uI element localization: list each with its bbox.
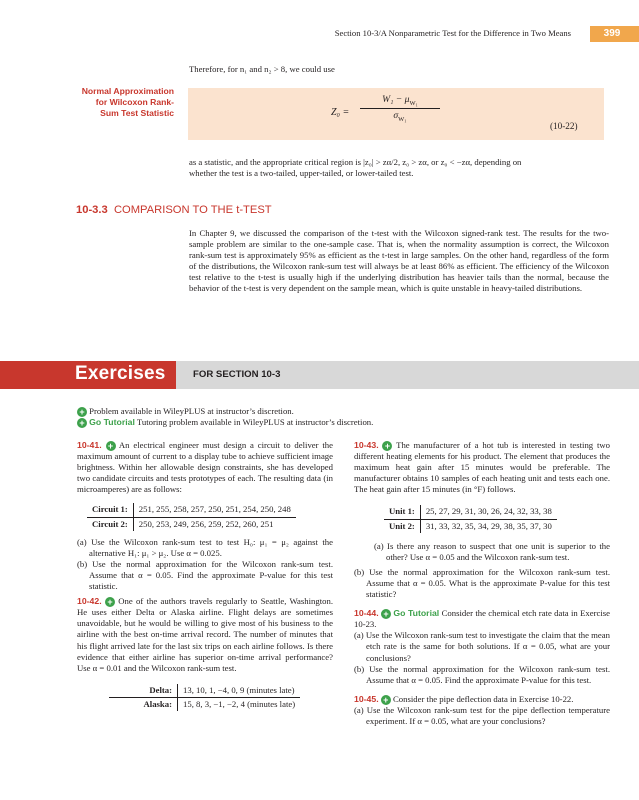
margin-note-line: Normal Approximation — [81, 86, 174, 96]
formula-denominator — [360, 109, 440, 123]
exercise-text: An electrical engineer must design a circuit to deliver the maximum amount of current to a display tube to achieve sufficient image brightness. Within her allowable design constraints, she has developed two candidate circuits and tests prototypes of each. The resulting data (in microamperes) are as follows: — [77, 440, 333, 495]
plus-circle-icon: + — [381, 695, 391, 705]
exercise-text: The manufacturer of a hot tub is interested in testing two different heating elements for his product. The element that produces the maximum heat gain after 15 minutes would be preferable. The manufacturer obtains 10 samples of each heating unit and tests each one. The heat gain after 15 minutes (in °F) follows. — [354, 440, 611, 495]
row-values: 13, 10, 1, −4, 0, 9 (minutes late) — [178, 684, 301, 698]
row-label: Delta: — [109, 684, 178, 698]
section-number: 10-3.3 — [76, 204, 108, 216]
page-number: 399 — [603, 28, 621, 39]
exercise-part-a: (a) Use the Wilcoxon rank-sum test to investigate the claim that the mean etch rate is the same for both solutions. If α = 0.05, what are your conclusions? — [354, 630, 610, 663]
exercise-part-b: (b) Use the normal approximation for the Wilcoxon rank-sum test. Assume that α = 0.05. What is the approximate P-value for this test statistic? — [354, 566, 610, 600]
go-tutorial-icon: + — [381, 609, 391, 619]
row-label: Alaska: — [109, 697, 178, 711]
critical-region-text — [189, 157, 609, 179]
exercise-part-b: (b) Use the normal approximation for the Wilcoxon rank-sum test. Assume that α = 0.05. Find the approximate P-value for this test. — [354, 663, 610, 685]
exercise-number: 10-42. — [77, 596, 102, 607]
exercise-number: 10-44. — [354, 608, 379, 619]
exercise-number: 10-41. — [77, 440, 102, 450]
formula-numerator — [360, 94, 440, 109]
legend — [77, 406, 617, 428]
formula-lhs: Z₀ = — [331, 107, 350, 118]
legend-go-tutorial — [77, 417, 617, 428]
therefore-line: Therefore, for n₁ and n₂ > 8, we could use — [189, 64, 335, 74]
formula-denominator-sub: W₁ — [398, 115, 407, 123]
exercise-number: 10-45. — [354, 693, 379, 704]
go-tutorial-icon: + — [77, 418, 87, 428]
row-values: 251, 255, 258, 257, 250, 251, 254, 250, 248 — [133, 503, 296, 517]
section-paragraph: In Chapter 9, we discussed the comparison of the t-test with the Wilcoxon signed-rank test. The results for the two-sample problem are similar to the one-sample case. That is, when the normality assumption is correct, the Wilcoxon rank-sum test is approximately 95% as efficient as the t-test in large samples. On the other hand, regardless of the form of the distributions, the Wilcoxon rank-sum test will always be at least 86% as efficient. The efficiency of the Wilcoxon test relative to the t-test is usually high if the underlying distribution has heavier tails than the normal, because the behavior of the t-test is very dependent on the sample mean, which is quite unstable in heavy-tailed distributions. — [189, 228, 609, 294]
legend-plus — [77, 406, 617, 417]
margin-note — [82, 86, 174, 119]
go-tutorial-label: Go Tutorial — [89, 417, 135, 428]
margin-note-line: for Wilcoxon Rank- — [95, 97, 174, 107]
exercise-10-44 — [354, 608, 610, 630]
table-row — [109, 697, 300, 711]
legend-plus-text: Problem available in WileyPLUS at instructor’s discretion. — [89, 406, 294, 416]
equation-number: (10-22) — [550, 121, 578, 131]
go-tutorial-label: Go Tutorial — [393, 608, 440, 619]
exercise-10-42 — [77, 596, 333, 674]
row-values: 25, 27, 29, 31, 30, 26, 24, 32, 33, 38 — [420, 505, 556, 519]
row-values: 250, 253, 249, 256, 259, 252, 260, 251 — [138, 518, 274, 529]
exercise-part-a: (a) Use the Wilcoxon rank-sum test for the pipe deflection temperature experiment. If α = 0.05, what are your conclusions? — [354, 704, 610, 726]
exercise-text: Consider the pipe deflection data in Exercise 10-22. — [392, 693, 574, 704]
critical-region-line: as a statistic, and the appropriate critical region is |z₀| > zα/2, z₀ > zα, or z₀ < −zα, depending on — [189, 157, 522, 167]
circuit-table — [87, 503, 296, 530]
row-values: 15, 8, 3, −1, −2, 4 (minutes late) — [183, 698, 296, 709]
exercise-text: One of the authors travels regularly to Seattle, Washington. He uses either Delta or Alaska airline. Flight delays are sometimes unavoidable, but he would be willing to give most of his business to the airline with the best on-time arrival record. The number of minutes that his flight arrived late for the last six trips on each airline follows. Is there evidence that either airline has superior on-time arrival performance? Use α = 0.01 and the Wilcoxon rank-sum test. — [77, 596, 333, 673]
plus-circle-icon: + — [105, 597, 115, 607]
exercise-number: 10-43. — [354, 440, 379, 450]
table-row — [384, 505, 557, 519]
row-label: Unit 1: — [384, 505, 420, 519]
left-column — [77, 440, 333, 711]
row-label: Circuit 2: — [87, 517, 133, 531]
critical-region-line: whether the test is a two-tailed, upper-tailed, or lower-tailed test. — [189, 168, 414, 179]
right-column — [354, 440, 610, 727]
plus-circle-icon: + — [382, 441, 392, 451]
formula-numerator-sub: W₁ — [409, 99, 418, 107]
exercise-10-45 — [354, 694, 610, 705]
margin-note-line: Sum Test Statistic — [100, 108, 174, 118]
table-row — [109, 684, 300, 698]
heating-unit-table — [384, 505, 557, 532]
section-title: COMPARISON TO THE t-TEST — [113, 204, 272, 216]
exercise-part-a: (a) Is there any reason to suspect that one unit is superior to the other? Use α = 0.05 and the Wilcoxon rank-sum test. — [374, 540, 610, 562]
table-row — [87, 517, 296, 531]
section-heading — [76, 204, 272, 216]
plus-circle-icon: + — [106, 441, 116, 451]
row-label: Circuit 1: — [87, 503, 133, 517]
airline-table — [109, 684, 300, 711]
plus-circle-icon: + — [77, 407, 87, 417]
exercise-part-a: (a) Use the Wilcoxon rank-sum test to test H₀: μ₁ = μ₂ against the alternative H₁: μ₁ > μ₂. Use α = 0.025. — [77, 536, 333, 558]
table-row — [384, 519, 557, 533]
running-head: Section 10-3/A Nonparametric Test for the Difference in Two Means — [334, 28, 571, 38]
formula-denominator-text: σ — [393, 109, 399, 121]
formula-numerator-text: W₁ − μ — [382, 94, 410, 105]
exercise-10-41 — [77, 440, 333, 495]
row-label: Unit 2: — [384, 519, 420, 533]
exercise-text: Consider the chemical etch rate data in Exercise 10-23. — [354, 608, 611, 630]
legend-gt-text: Tutoring problem available in WileyPLUS at instructor’s discretion. — [136, 417, 374, 428]
exercises-title: Exercises — [75, 363, 166, 384]
row-values: 31, 33, 32, 35, 34, 29, 38, 35, 37, 30 — [425, 520, 552, 531]
table-row — [87, 503, 296, 517]
exercises-subtitle: FOR SECTION 10-3 — [193, 369, 281, 380]
exercise-10-43 — [354, 440, 610, 495]
exercise-part-b: (b) Use the normal approximation for the Wilcoxon rank-sum test. Assume that α = 0.05. Find the approximate P-value for this test statistic. — [77, 558, 333, 592]
formula-fraction — [360, 94, 440, 123]
